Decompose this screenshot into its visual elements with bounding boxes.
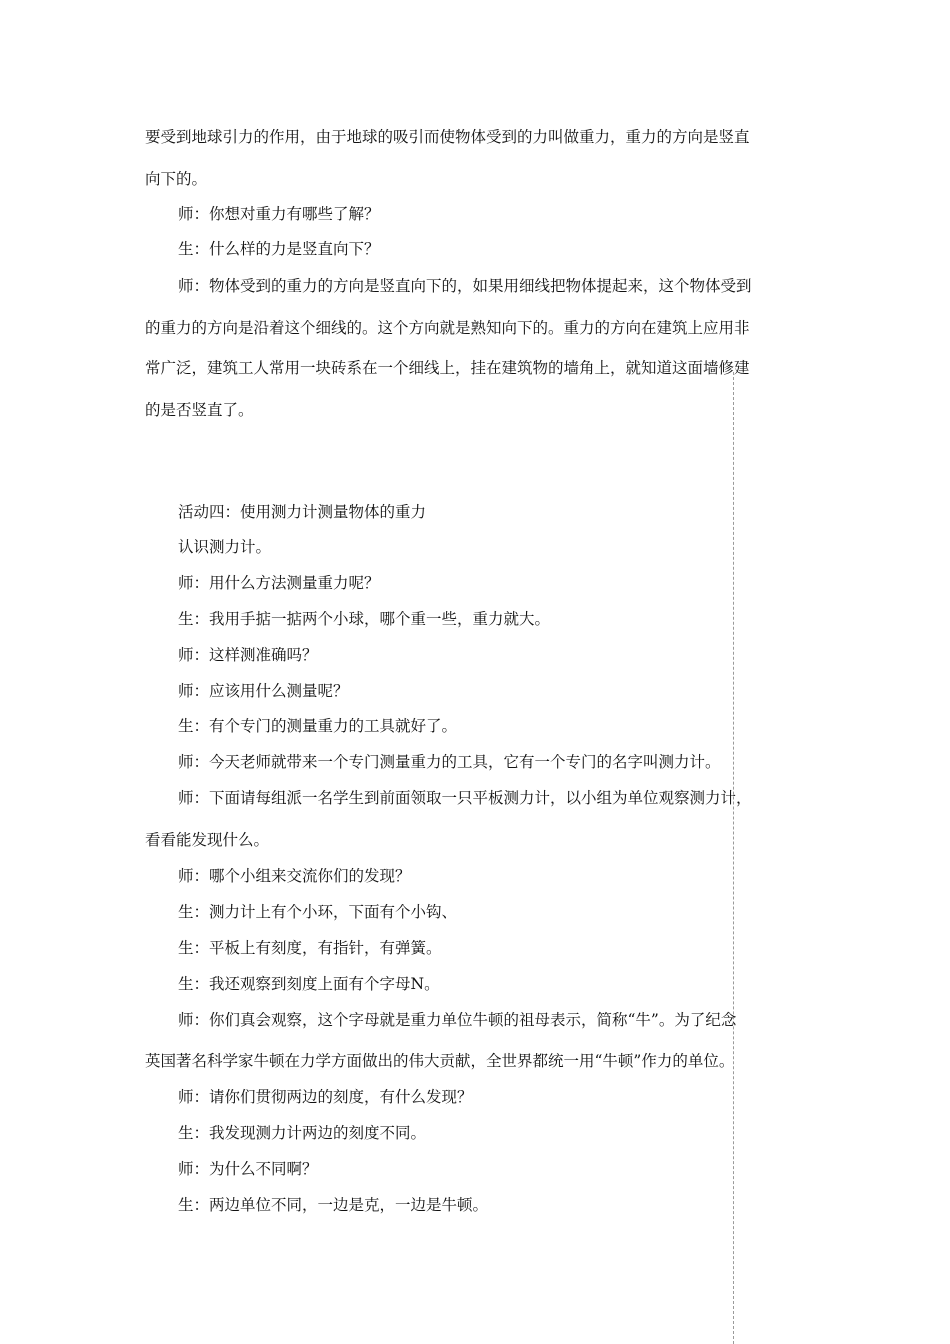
text-line: 师：这样测准确吗？ xyxy=(178,646,318,664)
text-line: 师：物体受到的重力的方向是竖直向下的，如果用细线把物体提起来，这个物体受到 xyxy=(178,277,752,295)
text-line: 师：请你们贯彻两边的刻度，有什么发现？ xyxy=(178,1088,473,1106)
text-line: 师：应该用什么测量呢？ xyxy=(178,682,349,700)
text-line: 生：有个专门的测量重力的工具就好了。 xyxy=(178,717,458,735)
section-heading: 活动四：使用测力计测量物体的重力 xyxy=(178,503,427,521)
text-line: 常广泛，建筑工人常用一块砖系在一个细线上，挂在建筑物的墙角上，就知道这面墙修建 xyxy=(145,359,750,377)
text-line: 生：什么样的力是竖直向下？ xyxy=(178,240,380,258)
text-line: 认识测力计。 xyxy=(178,538,272,556)
text-line: 师：你们真会观察，这个字母就是重力单位牛顿的祖母表示，简称“牛”。为了纪念 xyxy=(178,1011,737,1029)
text-line: 师：哪个小组来交流你们的发现？ xyxy=(178,867,411,885)
text-line: 生：测力计上有个小环，下面有个小钩、 xyxy=(178,903,458,921)
text-line: 师：用什么方法测量重力呢？ xyxy=(178,574,380,592)
text-line: 要受到地球引力的作用，由于地球的吸引而使物体受到的力叫做重力，重力的方向是竖直 xyxy=(145,128,750,146)
text-line: 生：我还观察到刻度上面有个字母N。 xyxy=(178,975,440,993)
text-line: 向下的。 xyxy=(145,170,208,188)
text-line: 生：我用手掂一掂两个小球，哪个重一些，重力就大。 xyxy=(178,610,551,628)
text-line: 生：平板上有刻度，有指针，有弹簧。 xyxy=(178,939,442,957)
text-line: 生：我发现测力计两边的刻度不同。 xyxy=(178,1124,427,1142)
text-line: 师：今天老师就带来一个专门测量重力的工具，它有一个专门的名字叫测力计。 xyxy=(178,753,721,771)
text-line: 看看能发现什么。 xyxy=(145,831,270,849)
text-line: 师：下面请每组派一名学生到前面领取一只平板测力计，以小组为单位观察测力计， xyxy=(178,789,752,807)
text-line: 师：为什么不同啊？ xyxy=(178,1160,318,1178)
text-line: 的是否竖直了。 xyxy=(145,401,254,419)
margin-divider xyxy=(733,372,734,1344)
text-line: 英国著名科学家牛顿在力学方面做出的伟大贡献，全世界都统一用“牛顿”作力的单位。 xyxy=(145,1052,735,1070)
text-line: 生：两边单位不同，一边是克，一边是牛顿。 xyxy=(178,1196,489,1214)
text-line: 师：你想对重力有哪些了解？ xyxy=(178,205,380,223)
text-line: 的重力的方向是沿着这个细线的。这个方向就是熟知向下的。重力的方向在建筑上应用非 xyxy=(145,319,750,337)
